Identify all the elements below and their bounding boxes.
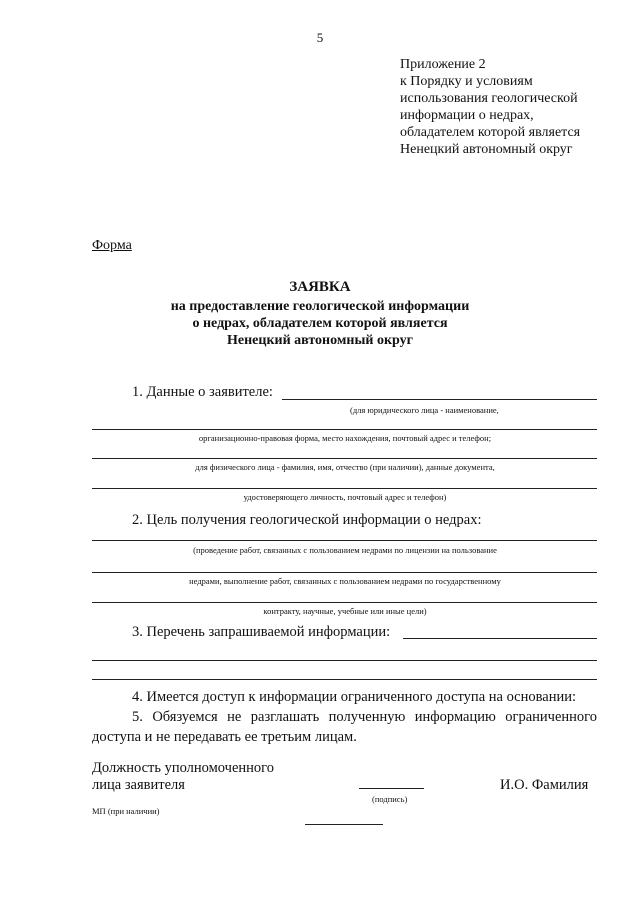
info-list-field-line[interactable] — [92, 660, 597, 661]
section-2-hint: контракту, научные, учебные или иные цели) — [263, 606, 427, 616]
annex-line: к Порядку и условиям — [400, 74, 533, 89]
annex-line: Приложение 2 — [400, 57, 486, 72]
signatory-name: И.О. Фамилия — [500, 777, 589, 793]
section-1-label: 1. Данные о заявителе: — [132, 384, 273, 400]
applicant-field-line[interactable] — [92, 488, 597, 489]
form-label: Форма — [92, 238, 132, 253]
section-5-text: 5. Обязуемся не разглашать полученную информацию ограниченного доступа и не передавать ее третьим лицам. — [92, 709, 597, 745]
subtitle-line: о недрах, обладателем которой является — [192, 316, 448, 331]
section-1-hint: организационно-правовая форма, место нахождения, почтовый адрес и телефон; — [198, 433, 492, 443]
signature-hint: (подпись) — [372, 794, 408, 804]
purpose-field-line[interactable] — [92, 572, 597, 573]
annex-block — [400, 56, 580, 158]
subtitle-line: Ненецкий автономный округ — [227, 333, 413, 348]
subtitle-line: на предоставление геологической информации — [170, 299, 470, 314]
section-4-label: 4. Имеется доступ к информации ограниченного доступа на основании: — [132, 689, 577, 705]
applicant-field-line[interactable] — [282, 399, 597, 400]
section-1-hint: удостоверяющего личность, почтовый адрес и телефон) — [243, 492, 447, 502]
info-list-field-line[interactable] — [403, 638, 597, 639]
position-label: Должность уполномоченного — [92, 760, 275, 776]
applicant-field-line[interactable] — [92, 429, 597, 430]
annex-line: информации о недрах, — [400, 108, 534, 123]
info-list-field-line[interactable] — [92, 679, 597, 680]
section-2-label: 2. Цель получения геологической информации о недрах: — [132, 512, 482, 528]
section-2-hint: недрами, выполнение работ, связанных с пользованием недрами по государственному — [189, 576, 501, 586]
document-subtitle — [0, 298, 640, 349]
purpose-field-line[interactable] — [92, 602, 597, 603]
position-label: лица заявителя — [92, 777, 185, 793]
stamp-label: МП (при наличии) — [92, 806, 160, 816]
section-1-hint: (для юридического лица - наименование, — [350, 405, 499, 415]
page-number: 5 — [316, 30, 324, 45]
applicant-field-line[interactable] — [92, 458, 597, 459]
annex-line: Ненецкий автономный округ — [400, 142, 573, 157]
signature-line[interactable] — [359, 788, 424, 789]
section-2-hint: (проведение работ, связанных с пользованием недрами по лицензии на пользование — [193, 545, 497, 555]
section-3-label: 3. Перечень запрашиваемой информации: — [132, 624, 391, 640]
date-line[interactable] — [305, 824, 383, 825]
annex-line: использования геологической — [400, 91, 578, 106]
document-title: ЗАЯВКА — [289, 279, 351, 295]
section-1-hint: для физического лица - фамилия, имя, отчество (при наличии), данные документа, — [195, 462, 495, 472]
annex-line: обладателем которой является — [400, 125, 581, 140]
purpose-field-line[interactable] — [92, 540, 597, 541]
